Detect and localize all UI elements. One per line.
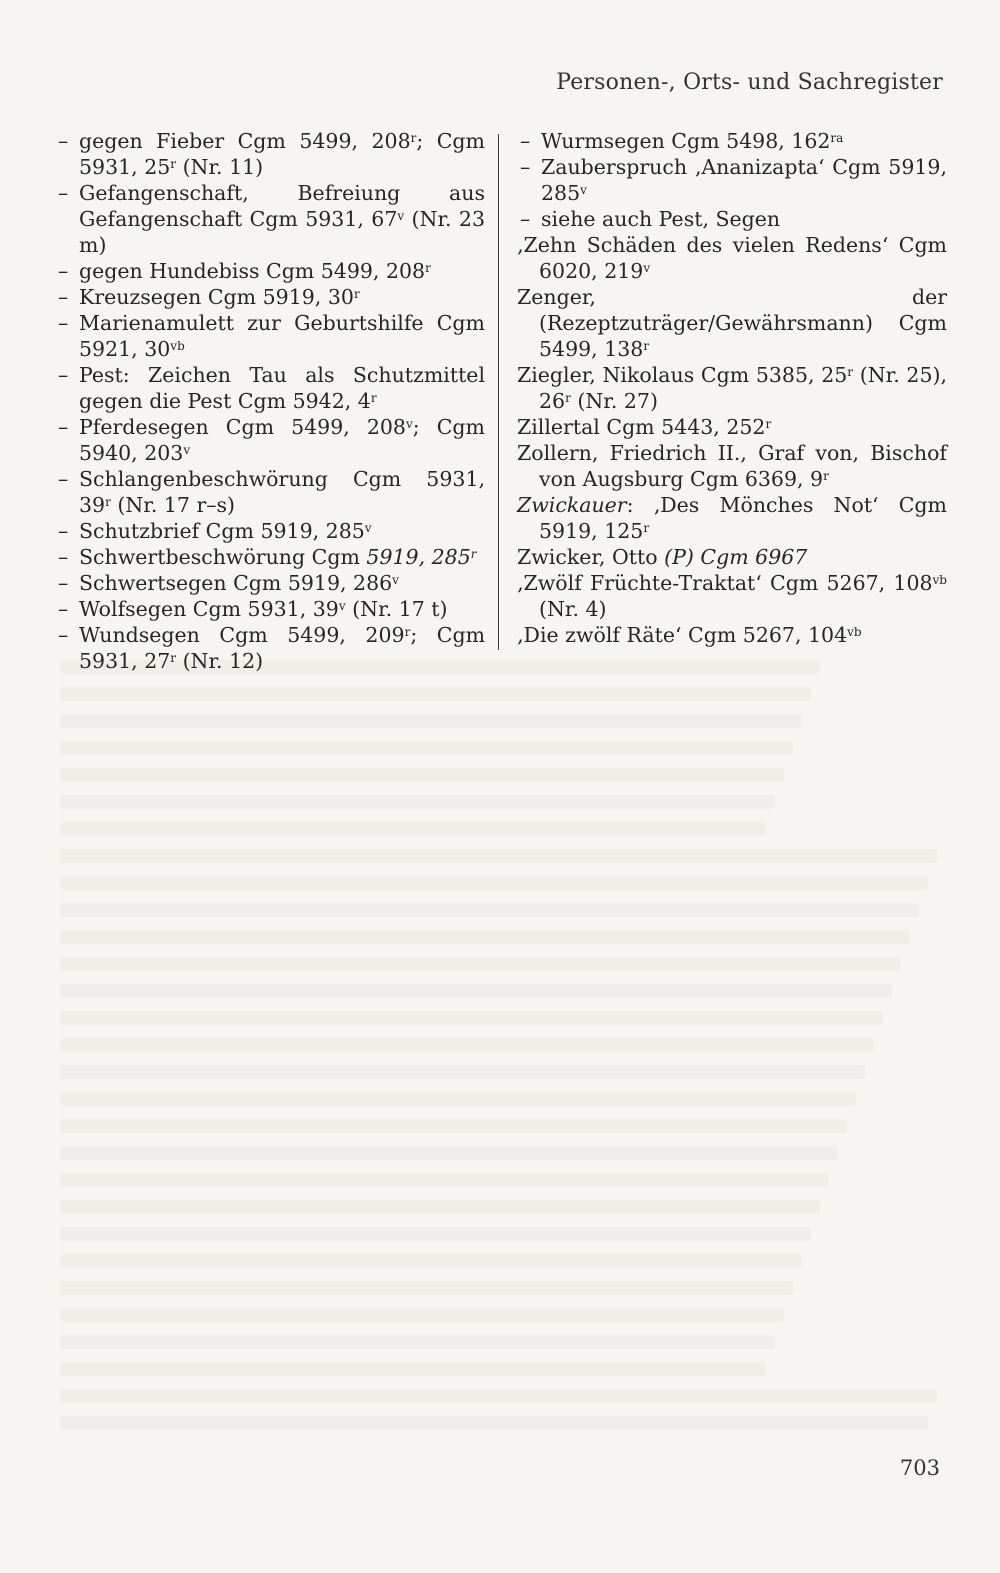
entry-text: (Nr. 27) [570, 389, 658, 413]
index-subentry [55, 518, 485, 544]
index-subentry [517, 206, 947, 232]
folio-side-superscript: v [580, 183, 587, 197]
folio-side-superscript: r [404, 625, 411, 639]
show-through-line [60, 930, 910, 944]
entry-text: (P) Cgm 6967 [664, 545, 808, 569]
show-through-line [60, 849, 937, 863]
entry-text: 5919, 285 [366, 545, 471, 569]
index-subentry [55, 414, 485, 466]
index-subentry [55, 466, 485, 518]
entry-text: Wurmsegen Cgm 5498, 162 [541, 129, 831, 153]
index-column-right [517, 128, 947, 648]
show-through-line [60, 1389, 937, 1403]
folio-side-superscript: v [183, 443, 191, 457]
folio-side-superscript: r [353, 287, 360, 301]
folio-side-superscript: r [105, 495, 111, 509]
entry-text: (Nr. 23 m) [79, 207, 485, 257]
entry-text: (Nr. 12) [176, 649, 264, 673]
entry-text: Pest: Zeichen Tau als Schutzmittel gegen die Pest Cgm 5942, 4 [79, 363, 485, 413]
show-through-line [60, 741, 793, 755]
show-through-line [60, 1146, 838, 1160]
entry-text: Ziegler, Nikolaus Cgm 5385, 25 [517, 363, 848, 387]
folio-side-superscript: r [643, 339, 650, 353]
running-head-title: Personen-, Orts- und Sachregister [556, 70, 943, 95]
index-entry [517, 362, 947, 414]
show-through-line [60, 1119, 847, 1133]
entry-text: ; Cgm 5940, 203 [79, 415, 485, 465]
entry-text: Zollern, Friedrich II., Graf von, Bischof von Augsburg Cgm 6369, 9 [517, 441, 947, 491]
entry-text: gegen Hundebiss Cgm 5499, 208 [79, 259, 426, 283]
entry-text: Wolfsegen Cgm 5931, 39 [79, 597, 339, 621]
folio-side-superscript: r [765, 417, 772, 431]
entry-text: ; Cgm 5931, 25 [79, 129, 485, 179]
folio-side-superscript: v [364, 521, 372, 535]
folio-side-superscript: r [170, 651, 177, 665]
index-subentry [55, 258, 485, 284]
show-through-line [60, 876, 928, 890]
show-through-line [60, 1065, 865, 1079]
entry-text: ; Cgm 5931, 27 [79, 623, 486, 673]
entry-text: Zauberspruch ‚Ananizapta‘ Cgm 5919, 285 [541, 155, 947, 205]
entry-text: (Nr. 17 r–s) [110, 493, 236, 517]
index-subentry [55, 596, 485, 622]
folio-side-superscript: r [643, 521, 650, 535]
folio-side-superscript: r [823, 469, 829, 483]
folio-side-superscript: vb [847, 625, 862, 639]
folio-side-superscript: v [392, 573, 399, 587]
entry-text: Zillertal Cgm 5443, 252 [517, 415, 766, 439]
index-entry [517, 414, 947, 440]
folio-side-superscript: v [405, 417, 413, 431]
entry-text: Schlangenbeschwörung Cgm 5931, 39 [79, 467, 485, 517]
entry-text: : ‚Des Mönches Not‘ Cgm 5919, 125 [539, 493, 947, 543]
show-through-line [60, 957, 901, 971]
entry-text: Wundsegen Cgm 5499, 209 [79, 623, 405, 647]
folio-side-superscript: r [170, 157, 177, 171]
entry-text: Schwertsegen Cgm 5919, 286 [79, 571, 393, 595]
folio-side-superscript: ra [830, 131, 844, 145]
entry-text: Schwertbeschwörung Cgm [79, 545, 367, 569]
show-through-line [60, 1173, 829, 1187]
show-through-line [60, 1362, 766, 1376]
show-through-line [60, 903, 919, 917]
show-through-line [60, 795, 775, 809]
index-subentry [55, 570, 485, 596]
show-through-line [60, 1200, 820, 1214]
index-subentry [55, 544, 485, 570]
entry-text: (Nr. 11) [176, 155, 264, 179]
entry-text: Zenger, der (Rezeptzuträger/Gewährsmann) Cgm 5499, 138 [517, 285, 947, 361]
show-through-line [60, 822, 766, 836]
index-entry [517, 232, 947, 284]
show-through-line [60, 1038, 874, 1052]
show-through-line [60, 768, 784, 782]
index-entry [517, 570, 947, 622]
entry-text: ‚Zehn Schäden des vielen Redens‘ Cgm 6020, 219 [517, 233, 947, 283]
index-subentry [517, 154, 947, 206]
column-divider [498, 134, 499, 650]
show-through-line [60, 1011, 883, 1025]
show-through-line [60, 1254, 802, 1268]
entry-text: (Nr. 25), 26 [539, 363, 947, 413]
entry-text: Gefangenschaft, Befreiung aus Gefangenschaft Cgm 5931, 67 [79, 181, 485, 231]
entry-text: (Nr. 17 t) [345, 597, 448, 621]
show-through-line [60, 714, 802, 728]
index-subentry [55, 310, 485, 362]
index-entry [517, 440, 947, 492]
index-subentry [55, 128, 485, 180]
index-column-left [55, 128, 485, 674]
entry-text: ‚Zwölf Früchte-Traktat‘ Cgm 5267, 108 [517, 571, 933, 595]
index-subentry [55, 180, 485, 258]
entry-text: Zwickauer [517, 493, 627, 517]
entry-text: siehe auch Pest, Segen [541, 207, 781, 231]
show-through-line [60, 1092, 856, 1106]
index-entry [517, 622, 947, 648]
folio-side-superscript: r [565, 391, 571, 405]
folio-side-superscript: r [425, 261, 431, 275]
show-through-line [60, 1281, 793, 1295]
folio-side-superscript: v [643, 261, 651, 275]
folio-side-superscript: r [410, 131, 417, 145]
folio-side-superscript: v [338, 599, 346, 613]
folio-side-superscript: v [397, 209, 405, 223]
folio-side-superscript: vb [932, 573, 947, 587]
show-through-line [60, 984, 892, 998]
show-through-line [60, 1308, 784, 1322]
entry-text: Schutzbrief Cgm 5919, 285 [79, 519, 365, 543]
show-through-line [60, 1416, 928, 1430]
entry-text: Pferdesegen Cgm 5499, 208 [79, 415, 406, 439]
entry-text: Marienamulett zur Geburtshilfe Cgm 5921, 30 [79, 311, 485, 361]
index-entry [517, 492, 947, 544]
index-entry [517, 284, 947, 362]
folio-side-superscript: vb [170, 339, 185, 353]
index-subentry [55, 362, 485, 414]
show-through-line [60, 1335, 775, 1349]
index-subentry [55, 622, 485, 674]
index-entry [517, 544, 947, 570]
entry-text: Zwicker, Otto [517, 545, 665, 569]
entry-text: (Nr. 4) [539, 597, 607, 621]
entry-text: gegen Fieber Cgm 5499, 208 [79, 129, 411, 153]
page-number: 703 [899, 1456, 940, 1480]
index-subentry [517, 128, 947, 154]
index-subentry [55, 284, 485, 310]
folio-side-superscript: r [470, 547, 477, 561]
folio-side-superscript: r [370, 391, 377, 405]
entry-text: Kreuzsegen Cgm 5919, 30 [79, 285, 354, 309]
folio-side-superscript: r [847, 365, 854, 379]
entry-text: ‚Die zwölf Räte‘ Cgm 5267, 104 [517, 623, 848, 647]
show-through-line [60, 1227, 811, 1241]
show-through-line [60, 687, 811, 701]
